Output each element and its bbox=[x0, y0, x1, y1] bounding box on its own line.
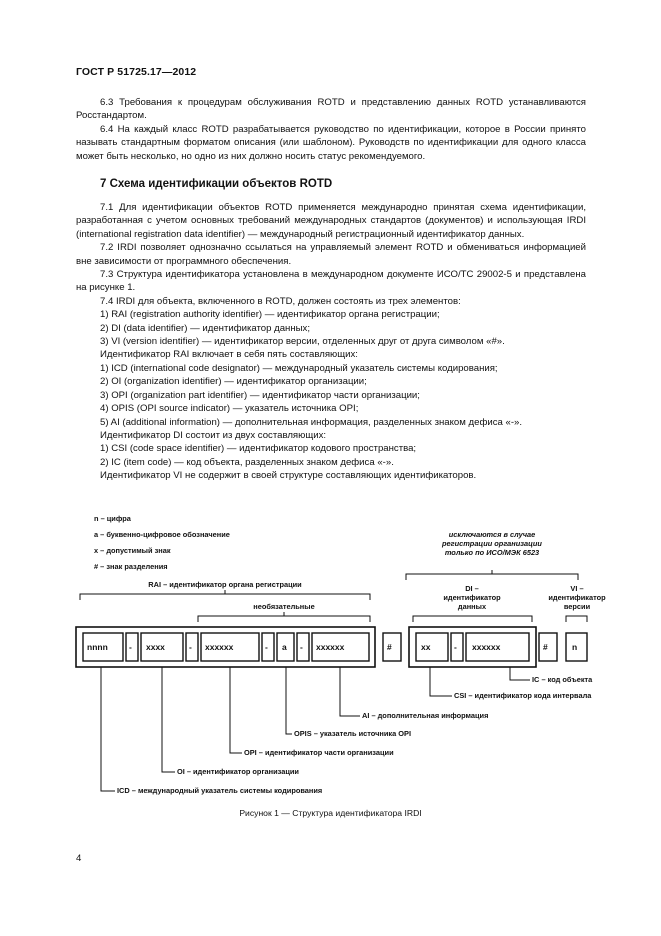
paragraph-6-3: 6.3 Требования к процедурам обслуживания ROTD и представлению данных ROTD устанавливаются Росстандартом. bbox=[76, 97, 586, 122]
oi-leader bbox=[162, 667, 175, 772]
opis-callout: OPIS – указатель источника OPI bbox=[294, 729, 411, 738]
dash4-value: - bbox=[300, 642, 303, 652]
ai-value: xxxxxx bbox=[316, 642, 345, 652]
dash2-box bbox=[186, 633, 198, 661]
paragraph-7-3: 7.3 Структура идентификатора установлена в международном документе ИСО/ТС 29002-5 и представлена на рисунке 1. bbox=[76, 269, 586, 294]
opi-value: xxxxxx bbox=[205, 642, 234, 652]
dash3-box bbox=[262, 633, 274, 661]
dash1-box bbox=[126, 633, 138, 661]
opis-leader bbox=[286, 667, 292, 734]
paragraph-6-4: 6.4 На каждый класс ROTD разрабатывается руководство по идентификации, которое в России принято называть стандартным форматом описания (или шаблоном). Руководств по идентификации для одного класса может быть несколько, но одно из них должно носить статус рекомендуемого. bbox=[76, 123, 586, 162]
oi-value: xxxx bbox=[146, 642, 165, 652]
paragraphs-main bbox=[76, 201, 586, 483]
csi-leader bbox=[430, 667, 452, 696]
legend-allowed-char: x – допустимый знак bbox=[94, 546, 171, 555]
list-line: 2) DI (data identifier) — идентификатор данных; bbox=[100, 322, 311, 334]
legend-alphanumeric: a – буквенно-цифровое обозначение bbox=[94, 530, 230, 539]
list-line: Идентификатор VI не содержит в своей структуре составляющих идентификаторов. bbox=[100, 470, 477, 482]
hash2-value: # bbox=[543, 642, 548, 652]
ic-leader bbox=[510, 667, 530, 680]
ic-callout: IC – код объекта bbox=[532, 675, 593, 684]
list-line: 3) OPI (organization part identifier) — идентификатор части организации; bbox=[100, 389, 420, 401]
oi-callout: OI – идентификатор организации bbox=[177, 767, 299, 776]
opi-callout: OPI – идентификатор части организации bbox=[244, 748, 394, 757]
paragraph-7-2: 7.2 IRDI позволяет однозначно ссылаться на управляемый элемент ROTD и обмениваться информацией вне зависимости от программного обеспечения. bbox=[76, 242, 586, 267]
vi-value: n bbox=[572, 642, 578, 652]
dash4-box bbox=[297, 633, 309, 661]
vi-label: VI – идентификатор версии bbox=[548, 584, 606, 611]
icd-callout: ICD – международный указатель системы кодирования bbox=[117, 786, 323, 795]
list-line: 5) AI (additional information) — дополнительная информация, разделенных знаком дефиса «-». bbox=[100, 416, 523, 428]
ai-callout: AI – дополнительная информация bbox=[362, 711, 489, 720]
ic-value: xxxxxx bbox=[472, 642, 501, 652]
page-number: 4 bbox=[76, 853, 82, 864]
di-label: DI – идентификатор данных bbox=[443, 584, 501, 611]
legend-separator: # – знак разделения bbox=[94, 562, 168, 571]
hash1-box bbox=[383, 633, 401, 661]
dash5-value: - bbox=[454, 642, 457, 652]
ai-leader bbox=[340, 667, 360, 716]
list-line: 2) IC (item code) — код объекта, разделенных знаком дефиса «-». bbox=[100, 456, 394, 468]
csi-callout: CSI – идентификатор кода интервала bbox=[454, 691, 592, 700]
paragraphs-top bbox=[76, 96, 586, 163]
list-line: 1) RAI (registration authority identifier) — идентификатор органа регистрации; bbox=[100, 309, 440, 321]
di-brace bbox=[413, 616, 532, 622]
section-title: 7 Схема идентификации объектов ROTD bbox=[100, 178, 333, 190]
csi-value: xx bbox=[421, 642, 431, 652]
list-line: Идентификатор DI состоит из двух составляющих: bbox=[100, 429, 327, 441]
list-line: 4) OPIS (OPI source indicator) — указатель источника OPI; bbox=[100, 403, 359, 415]
icd-value: nnnn bbox=[87, 642, 108, 652]
opi-leader bbox=[230, 667, 242, 753]
hash1-value: # bbox=[387, 642, 392, 652]
list-line: 1) ICD (international code designator) — международный указатель системы кодирования; bbox=[100, 362, 498, 374]
list-line: 2) OI (organization identifier) — идентификатор организации; bbox=[100, 376, 367, 388]
vi-brace bbox=[566, 616, 587, 622]
rai-brace bbox=[80, 594, 370, 600]
dash3-value: - bbox=[265, 642, 268, 652]
list-line: 3) VI (version identifier) — идентификатор версии, отделенных друг от друга символом «#». bbox=[100, 336, 505, 348]
list-line: 1) CSI (code space identifier) — идентификатор кодового пространства; bbox=[100, 443, 417, 455]
optional-brace bbox=[198, 616, 370, 622]
dash2-value: - bbox=[189, 642, 192, 652]
figure-caption: Рисунок 1 — Структура идентификатора IRDI bbox=[239, 808, 422, 818]
legend-digit: n – цифра bbox=[94, 514, 131, 523]
list-line: Идентификатор RAI включает в себя пять составляющих: bbox=[100, 349, 358, 361]
paragraph-7-1: 7.1 Для идентификации объектов ROTD применяется международно принятая схема идентификации, разработанная с учетом основных требований международных стандартов (документов) и использующая IRDI (international registration data identifier) — международный регистрационный идентификатор данных. bbox=[76, 202, 586, 240]
optional-label: необязательные bbox=[253, 602, 315, 611]
opis-value: a bbox=[282, 642, 287, 652]
page-header: ГОСТ Р 51725.17—2012 bbox=[76, 66, 197, 78]
hash2-box bbox=[539, 633, 557, 661]
excluded-bracket bbox=[406, 574, 578, 580]
icd-leader bbox=[101, 667, 115, 791]
dash1-value: - bbox=[129, 642, 132, 652]
dash5-box bbox=[451, 633, 463, 661]
excluded-note: исключаются в случае регистрации организации только по ИСО/МЭК 6523 bbox=[442, 530, 542, 557]
irdi-structure-figure bbox=[70, 510, 630, 800]
list-line: 7.4 IRDI для объекта, включенного в ROTD, должен состоять из трех элементов: bbox=[100, 295, 461, 307]
rai-label: RAI – идентификатор органа регистрации bbox=[148, 580, 302, 589]
